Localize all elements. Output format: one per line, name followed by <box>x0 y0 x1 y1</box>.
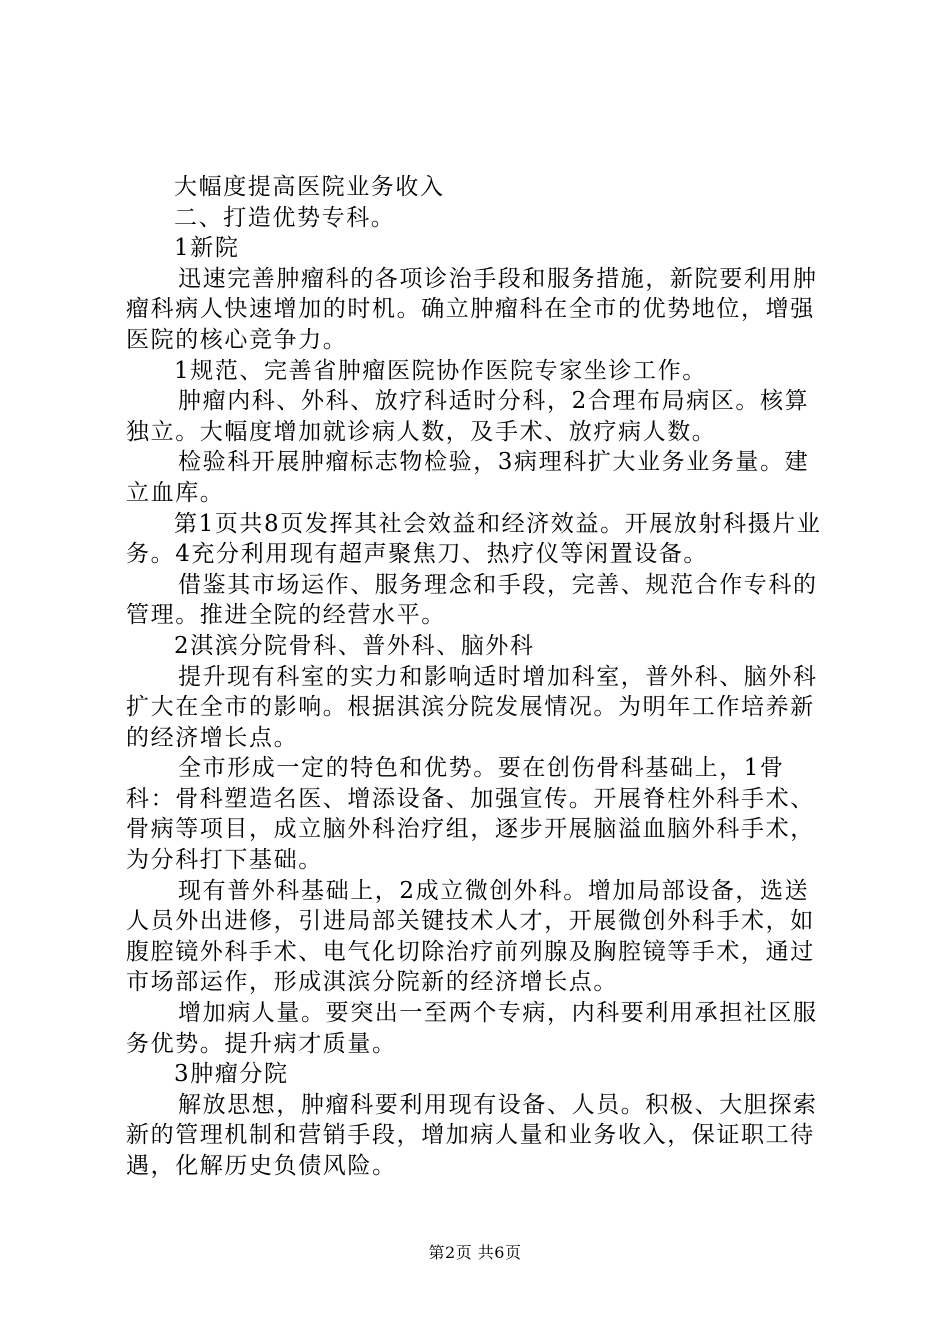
paragraph-expert-clinic: 1规范、完善省肿瘤医院协作医院专家坐诊工作。 <box>174 357 707 384</box>
section-heading-specialties: 二、打造优势专科。 <box>174 204 396 231</box>
subheading-qibin-branch: 2淇滨分院骨科、普外科、脑外科 <box>174 632 535 659</box>
page-footer: 第2页 共6页 <box>428 1243 522 1262</box>
paragraph-minimally-invasive: 现有普外科基础上，2成立微创外科。增加局部设备，选送人员外出进修，引进局部关键技术人才，开展微创外科手术，如腹腔镜外科手术、电气化切除治疗前列腺及胸腔镜等手术，通过市场部运作，形成淇滨分院新的经济增长点。 <box>126 877 815 996</box>
paragraph-lab-tests: 检验科开展肿瘤标志物检验，3病理科扩大业务业务量。建立血库。 <box>126 449 810 506</box>
subheading-new-campus: 1新院 <box>174 235 240 262</box>
paragraph-qibin-improve: 提升现有科室的实力和影响适时增加科室，普外科、脑外科扩大在全市的影响。根据淇滨分院发展情况。为明年工作培养新的经济增长点。 <box>126 663 818 751</box>
paragraph-department-split: 肿瘤内科、外科、放疗科适时分科，2合理布局病区。核算独立。大幅度增加就诊病人数，及手术、放疗病人数。 <box>126 388 810 445</box>
paragraph-oncology-improve: 迅速完善肿瘤科的各项诊治手段和服务措施，新院要利用肿瘤科病人快速增加的时机。确立肿瘤科在全市的优势地位，增强医院的核心竞争力。 <box>126 265 818 353</box>
paragraph-oncology-branch: 解放思想，肿瘤科要利用现有设备、人员。积极、大胆探索新的管理机制和营销手段，增加病人量和业务收入，保证职工待遇，化解历史负债风险。 <box>126 1091 818 1179</box>
paragraph-orthopedics: 全市形成一定的特色和优势。要在创伤骨科基础上，1骨科：骨科塑造名医、增添设备、加强宣传。开展脊柱外科手术、骨病等项目，成立脑外科治疗组，逐步开展脑溢血脑外科手术，为分科打下基础。 <box>126 755 815 874</box>
document-body <box>126 172 832 1182</box>
paragraph-radiology: 第1页共8页发挥其社会效益和经济效益。开展放射科摄片业务。4充分利用现有超声聚焦刀、热疗仪等闲置设备。 <box>126 510 822 568</box>
paragraph-revenue: 大幅度提高医院业务收入 <box>174 174 445 200</box>
paragraph-patient-volume: 增加病人量。要突出一至两个专病，内科要利用承担社区服务优势。提升病才质量。 <box>126 1000 818 1057</box>
paragraph-cooperation: 借鉴其市场运作、服务理念和手段，完善、规范合作专科的管理。推进全院的经营水平。 <box>126 571 818 629</box>
subheading-oncology-branch: 3肿瘤分院 <box>174 1061 289 1088</box>
